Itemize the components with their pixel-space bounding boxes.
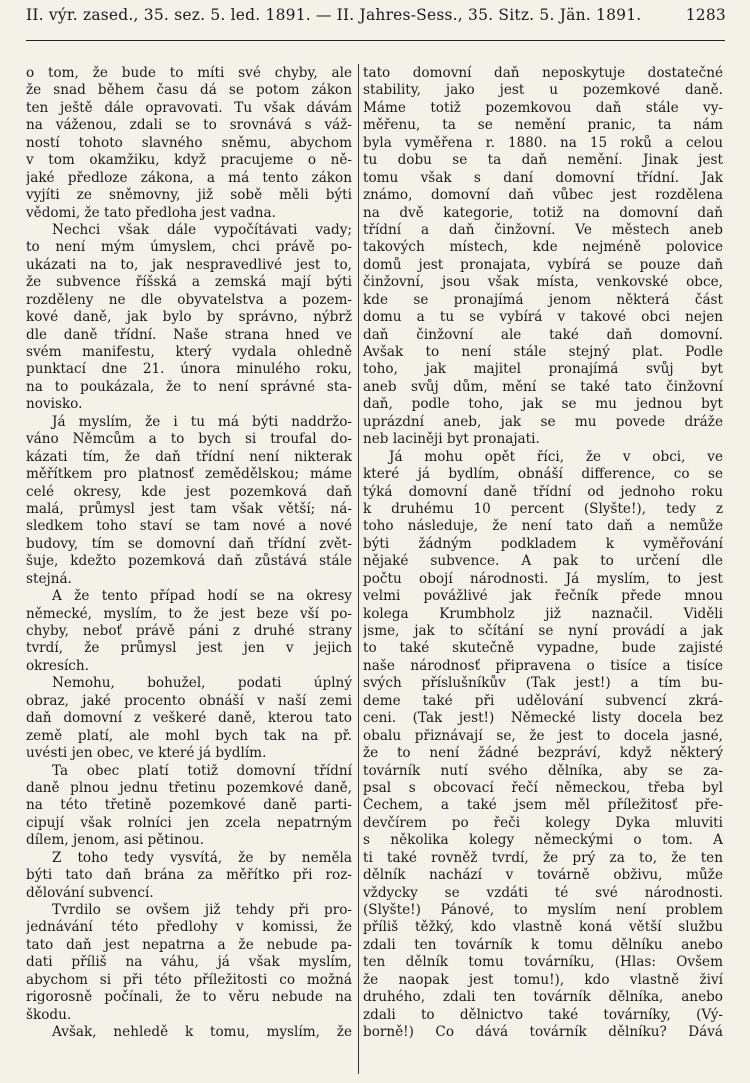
text-line: deme také při udělování subvencí zkrá- — [363, 692, 723, 709]
text-line: kolega Krumbholz již naznačil. Viděli — [363, 605, 723, 622]
text-line: takových místech, kde nejméně polovice — [363, 239, 723, 256]
text-line: neb laciněji byt pronajati. — [363, 431, 540, 448]
text-line: chyby, neboť právě páni z druhé strany — [26, 623, 352, 639]
text-line: rozděleny ne dle obyvatelstva a pozem- — [26, 291, 352, 308]
text-line: Nechci však dále vypočítávati vady; — [52, 221, 352, 238]
text-line: škodu. — [26, 1006, 72, 1023]
text-line: velmi povážlivé jak řečník přede mnou — [363, 588, 723, 605]
text-line: tu dobu se ta daň nemění. Jinak jest — [363, 152, 723, 169]
text-line: aneb svůj dům, mění se také tato činžovní — [363, 378, 723, 395]
text-line: býti žádným podkladem k vyměřování — [363, 535, 723, 552]
text-line: svém manifestu, který vydala ohledně — [26, 344, 352, 360]
text-line: nějaké subvence. A pak to určení dle — [363, 553, 723, 570]
text-line: ten dělník tomu továrníku, (Hlas: Ovšem — [363, 954, 723, 971]
header-czech: II. výr. zased., 35. sez. 5. led. 1891. — [26, 6, 311, 24]
text-line: počtu obojí národnosti. Já myslím, to jest — [363, 570, 723, 587]
text-line: tomu však s daní domovní třídní. Jak — [363, 169, 723, 186]
text-line: Já mohu opět říci, že v obci, ve — [389, 448, 723, 465]
text-line: obraz, jaké procento obnáší v naší zemi — [26, 692, 352, 709]
text-line: ti také rovněž tvrdí, že prý za to, že ten — [363, 849, 723, 866]
text-line: daň domovní z veškeré daně, kterou tato — [26, 710, 352, 727]
page-header — [26, 6, 726, 36]
text-line: stejná. — [26, 570, 72, 587]
text-line: byla vyměřena r. 1880. na 15 roků a celou — [363, 134, 723, 151]
text-line: A že tento případ hodí se na okresy — [52, 588, 352, 605]
text-line: které já bydlím, obnáší difference, co se — [363, 466, 723, 483]
text-line: ten ještě dále opravovati. Tu však dávám — [26, 99, 352, 116]
text-line: že snad během času dá se potom zákon — [26, 82, 352, 99]
text-line: cipují však rolníci jen zcela nepatrným — [26, 814, 352, 831]
text-line: devčírem po řeči kolegy Dyka mluviti — [363, 814, 723, 831]
text-line: na to poukázala, že to není správné sta- — [26, 378, 352, 395]
text-line: malá, průmysl jest tam však větší; ná- — [26, 500, 352, 517]
text-line: to také skutečně vypadne, bude zajisté — [363, 640, 723, 657]
text-line: kové daně, jak bylo by správno, nýbrž — [26, 309, 352, 326]
page-number: 1283 — [685, 6, 726, 24]
text-line: Já myslím, že i tu má býti naddržo- — [52, 413, 352, 430]
text-line: Avšak to není stále stejný plat. Podle — [363, 344, 723, 360]
text-line: ností tohoto slavného sněmu, abychom — [26, 134, 352, 151]
text-line: dělování subvencí. — [26, 884, 154, 901]
text-line: to není mým úmyslem, chci právě po- — [26, 239, 352, 256]
text-line: borně!) Co dává továrník dělníku? Dává — [363, 1024, 723, 1041]
column-divider — [358, 64, 359, 1074]
text-line: ukázati na to, jak nespravedlivé jest to, — [26, 256, 352, 273]
text-line: Tvrdilo se ovšem již tehdy při pro- — [52, 902, 352, 918]
text-line: Máme totiž pozemkovou daň stále vy- — [363, 99, 723, 116]
text-line: na této třetině pozemkové daně parti- — [26, 797, 352, 814]
text-line: vyjíti ze sněmovny, již sobě měli býti — [26, 187, 352, 204]
text-line: dati příliš na váhu, já však myslím, — [26, 954, 352, 971]
text-line: kázati tím, že daň třídní není nikterak — [26, 448, 352, 465]
header-german: II. Jahres-Sess., 35. Sitz. 5. Jän. 1891. — [336, 6, 642, 24]
text-line: budovy, tím se domovní daň třídní zvět- — [26, 535, 352, 552]
text-line: abychom si při této příležitosti co možná — [26, 971, 352, 988]
text-line: kde se pronajímá jenom některá část — [363, 291, 723, 308]
text-line: s několika kolegy německými o tom. A — [363, 832, 723, 849]
text-line: uvésti jen obec, ve které já bydlím. — [26, 745, 267, 762]
text-line: rigorosně počínali, že to věru nebude na — [26, 989, 352, 1006]
text-line: Čechem, a také jsem měl příležitosť pře- — [363, 797, 723, 814]
text-line: toho následuje, že není tato daň a nemůže — [363, 518, 723, 535]
text-line: německé, myslím, to že jest beze vší po- — [26, 605, 352, 622]
text-line: zdali ten továrník k tomu dělníku anebo — [363, 936, 723, 953]
text-line: vždycky se vzdáti té své národnosti. — [363, 884, 723, 901]
text-line: tvrdí, že průmysl jest jen v jejich — [26, 640, 352, 657]
text-line: jednávání této předlohy v komissi, že — [26, 919, 352, 936]
text-line: týká domovní daně třídní od jednoho roku — [363, 483, 723, 500]
text-line: punktací dne 21. února minulého roku, — [26, 361, 352, 378]
text-line: Ta obec platí totiž domovní třídní — [52, 762, 352, 779]
text-line: země platí, ale mohl bych tak na př. — [26, 727, 352, 744]
text-line: na váženou, zdali se to srovnává s váž- — [26, 117, 352, 134]
text-line: činžovní, jsou však místa, venkovské obce, — [363, 274, 723, 291]
text-line: že subvence říšská a zemská mají býti — [26, 274, 352, 291]
header-rule — [26, 40, 725, 41]
text-line: daně plnou jednu třetinu pozemkové daně, — [26, 779, 352, 796]
text-line: tato daň jest nepatrna a že nebude pa- — [26, 936, 352, 953]
text-line: Z toho tedy vysvítá, že by neměla — [52, 849, 352, 866]
text-line: psal s obcovací řečí německou, třeba byl — [363, 779, 723, 796]
text-line: (Slyšte!) Pánové, to myslím není problem — [363, 902, 723, 918]
text-line: na dvě kategorie, totiž na domovní daň — [363, 204, 723, 221]
header-separator: — — [315, 6, 332, 24]
text-line: třídní a daň činžovní. Ve městech aneb — [363, 221, 723, 238]
text-line: domů jest pronajata, vybírá se pouze daň — [363, 256, 723, 273]
text-line: druhého, zdali ten továrník dělníka, anebo — [363, 989, 723, 1006]
text-line: že naopak jest tomu!), kdo vlastně živí — [363, 971, 723, 988]
text-line: ceni. (Tak jest!) Německé listy docela bez — [363, 710, 723, 727]
text-line: Avšak, nehledě k tomu, myslím, že — [52, 1024, 352, 1041]
text-line: naše národnosť připravena o tisíce a tisíce — [363, 657, 723, 674]
text-line: obalu přiznávají se, že jest to docela jasné, — [363, 727, 723, 744]
text-line: že to není žádné bezpráví, když některý — [363, 745, 723, 762]
text-line: býti tato daň brána za měřítko při roz- — [26, 867, 352, 884]
text-line: vědomi, že tato předloha jest vadna. — [26, 204, 276, 221]
text-line: uprázdní aneb, jak se mu povede dráže — [363, 413, 723, 430]
text-line: dílem, jenom, asi pětinou. — [26, 832, 205, 849]
text-line: stability, jako jest u pozemkové daně. — [363, 82, 723, 99]
text-line: Nemohu, bohužel, podati úplný — [52, 675, 352, 692]
text-line: domu a tu se vybírá v takové obci nejen — [363, 309, 723, 326]
text-line: jsme, jak to sčítání se nyní provádí a jak — [363, 623, 723, 639]
right-column — [363, 65, 723, 1042]
text-line: toho, jak majitel pronajímá svůj byt — [363, 361, 723, 378]
text-line: šuje, kdežto pozemková daň zůstává stále — [26, 553, 352, 570]
text-line: příliš těžký, kdo vlastně koná větší službu — [363, 919, 723, 936]
left-column — [26, 65, 352, 1042]
text-line: v tom okamžiku, když pracujeme o ně- — [26, 152, 352, 169]
text-line: sledkem toho staví se tam nové a nové — [26, 518, 352, 535]
text-line: celé okresy, kde jest pozemková daň — [26, 483, 352, 500]
text-line: měřenu, ta se nemění pranic, ta nám — [363, 117, 723, 134]
text-line: daň činžovní ale také daň domovní. — [363, 326, 723, 343]
text-line: tato domovní daň neposkytuje dostatečné — [363, 65, 723, 81]
text-line: dle daně třídní. Naše strana hned ve — [26, 326, 352, 343]
text-line: o tom, že bude to míti své chyby, ale — [26, 65, 352, 81]
text-line: dělník nachází v továrně obživu, může — [363, 867, 723, 884]
text-line: známo, domovní daň vůbec jest rozdělena — [363, 187, 723, 204]
text-line: daň, podle toho, jak se mu jednou byt — [363, 396, 723, 413]
text-line: novisko. — [26, 396, 83, 413]
text-line: měřítkem pro platnosť zemědělskou; máme — [26, 466, 352, 483]
text-line: jaké předloze zákona, a má tento zákon — [26, 169, 352, 186]
text-line: továrník nutí svého dělníka, aby se za- — [363, 762, 723, 779]
text-line: k druhému 10 percent (Slyšte!), tedy z — [363, 500, 723, 517]
text-line: váno Němcům a to bych si troufal do- — [26, 431, 352, 448]
text-line: zdali to dělnictvo také továrníky, (Vý- — [363, 1006, 723, 1023]
text-line: okresích. — [26, 657, 89, 674]
text-line: svých příslušníkův (Tak jest!) a tím bu- — [363, 675, 723, 692]
